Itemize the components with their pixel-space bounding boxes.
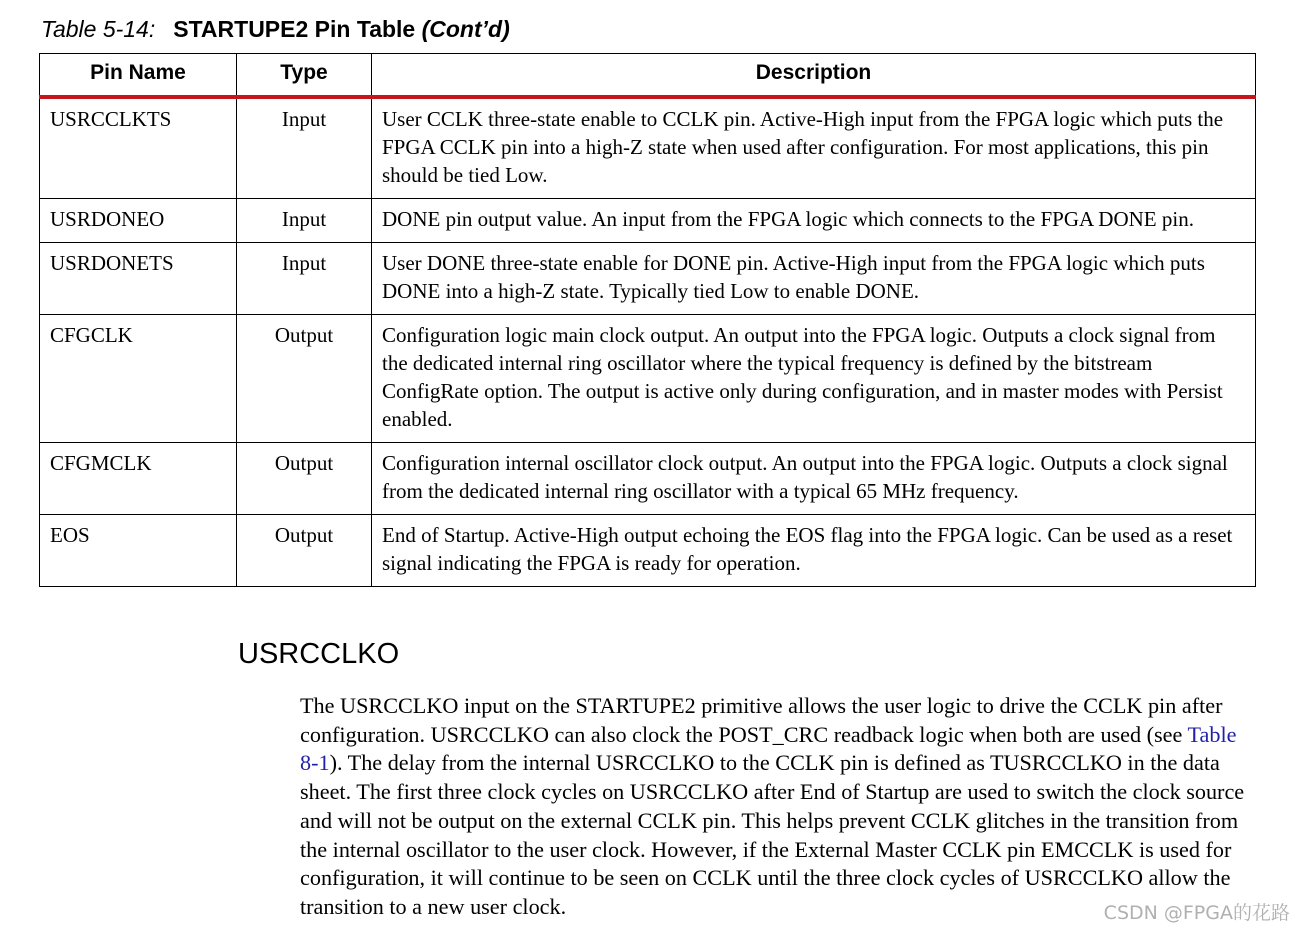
pin-name-cell: EOS xyxy=(40,515,237,587)
description-cell: Configuration logic main clock output. An output into the FPGA logic. Outputs a clock signal from the dedicated internal ring oscillator where the typical frequency is defined by the bitstream ConfigRate option. The output is active only during configuration, and in master modes with Persist enabled. xyxy=(372,315,1256,443)
paragraph-text-end: ). The delay from the internal USRCCLKO to the CCLK pin is defined as TUSRCCLKO in the data sheet. The first three clock cycles on USRCCLKO after End of Startup are used to switch the clock source and will not be output on the external CCLK pin. This helps prevent CCLK glitches in the transition from the internal oscillator to the user clock. However, if the External Master CCLK pin EMCCLK is used for configuration, it will continue to be seen on CCLK until the three clock cycles of USRCCLKO allow the transition to a new user clock. xyxy=(300,750,1245,919)
type-cell: Input xyxy=(237,199,372,243)
table-number: Table 5-14: xyxy=(41,16,156,42)
section-heading: USRCCLKO xyxy=(238,638,400,670)
pin-name-cell: CFGCLK xyxy=(40,315,237,443)
description-cell: User DONE three-state enable for DONE pin. Active-High input from the FPGA logic which puts DONE into a high-Z state. Typically tied Low to enable DONE. xyxy=(372,243,1256,315)
table-row xyxy=(40,97,1256,199)
type-cell: Output xyxy=(237,315,372,443)
table-row xyxy=(40,243,1256,315)
type-cell: Input xyxy=(237,97,372,199)
table-row xyxy=(40,443,1256,515)
pin-name-cell: CFGMCLK xyxy=(40,443,237,515)
table-title: STARTUPE2 Pin Table xyxy=(173,16,416,42)
table-row xyxy=(40,315,1256,443)
type-cell: Input xyxy=(237,243,372,315)
pin-name-cell: USRDONEO xyxy=(40,199,237,243)
description-cell: DONE pin output value. An input from the FPGA logic which connects to the FPGA DONE pin. xyxy=(372,199,1256,243)
description-cell: User CCLK three-state enable to CCLK pin. Active-High input from the FPGA logic which puts the FPGA CCLK pin into a high-Z state when used after configuration. For most applications, this pin should be tied Low. xyxy=(372,97,1256,199)
type-cell: Output xyxy=(237,443,372,515)
section-paragraph xyxy=(300,692,1260,922)
description-cell: Configuration internal oscillator clock output. An output into the FPGA logic. Outputs a clock signal from the dedicated internal ring oscillator with a typical 65 MHz frequency. xyxy=(372,443,1256,515)
header-type: Type xyxy=(237,54,372,98)
table-row xyxy=(40,199,1256,243)
description-cell: End of Startup. Active-High output echoing the EOS flag into the FPGA logic. Can be used as a reset signal indicating the FPGA is ready for operation. xyxy=(372,515,1256,587)
watermark: CSDN @FPGA的花路 xyxy=(1103,902,1290,924)
header-description: Description xyxy=(372,54,1256,98)
pin-name-cell: USRDONETS xyxy=(40,243,237,315)
table-continued: (Cont’d) xyxy=(421,16,510,42)
paragraph-text-start: The USRCCLKO input on the STARTUPE2 primitive allows the user logic to drive the CCLK pin after configuration. USRCCLKO can also clock the POST_CRC readback logic when both are used (see xyxy=(300,693,1223,747)
type-cell: Output xyxy=(237,515,372,587)
pin-table xyxy=(39,53,1256,587)
table-caption xyxy=(41,14,510,44)
header-pin-name: Pin Name xyxy=(40,54,237,98)
table-row xyxy=(40,515,1256,587)
table-8-1-link[interactable]: Table 8-1 xyxy=(300,721,1237,776)
table-header-row xyxy=(40,54,1256,98)
pin-name-cell: USRCCLKTS xyxy=(40,97,237,199)
